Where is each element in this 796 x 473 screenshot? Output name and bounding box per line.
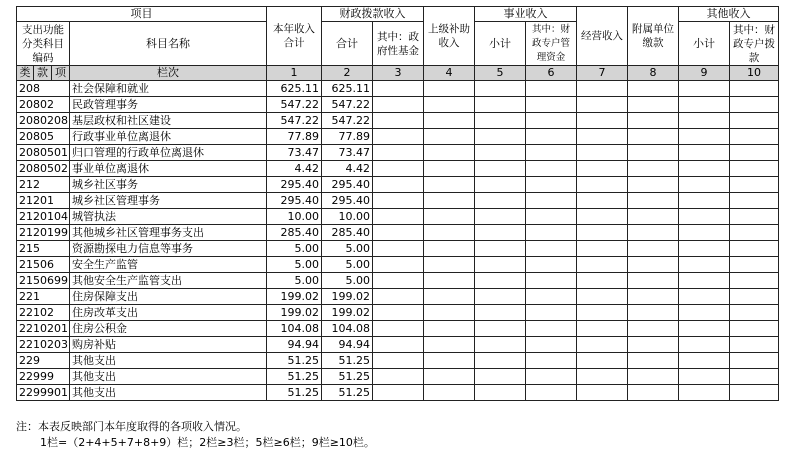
row-empty-cell <box>424 321 475 337</box>
row-empty-cell <box>628 241 679 257</box>
row-heji: 104.08 <box>322 321 373 337</box>
table-row <box>17 305 779 321</box>
row-heji: 5.00 <box>322 241 373 257</box>
table-row <box>17 257 779 273</box>
row-empty-cell <box>628 145 679 161</box>
row-empty-cell <box>475 241 526 257</box>
row-empty-cell <box>730 305 779 321</box>
header-fushu: 附属单位缴款 <box>628 7 679 66</box>
row-empty-cell <box>373 129 424 145</box>
row-empty-cell <box>526 113 577 129</box>
header-lanci: 栏次 <box>70 66 267 81</box>
row-name: 行政事业单位离退休 <box>70 129 267 145</box>
table-row <box>17 321 779 337</box>
row-empty-cell <box>475 97 526 113</box>
row-total: 285.40 <box>267 225 322 241</box>
row-empty-cell <box>730 321 779 337</box>
row-empty-cell <box>373 369 424 385</box>
row-empty-cell <box>373 305 424 321</box>
row-code: 2080502 <box>17 161 70 177</box>
row-name: 住房公积金 <box>70 321 267 337</box>
row-total: 5.00 <box>267 273 322 289</box>
table-row <box>17 385 779 401</box>
row-empty-cell <box>526 321 577 337</box>
row-code: 229 <box>17 353 70 369</box>
row-code: 221 <box>17 289 70 305</box>
row-empty-cell <box>628 129 679 145</box>
row-empty-cell <box>628 257 679 273</box>
row-empty-cell <box>628 209 679 225</box>
header-xiaoji: 小计 <box>475 22 526 66</box>
row-empty-cell <box>679 305 730 321</box>
row-empty-cell <box>577 273 628 289</box>
row-empty-cell <box>526 385 577 401</box>
header-kuan: 款 <box>34 66 52 81</box>
row-empty-cell <box>526 225 577 241</box>
row-empty-cell <box>475 193 526 209</box>
row-empty-cell <box>730 369 779 385</box>
row-empty-cell <box>475 161 526 177</box>
row-empty-cell <box>424 273 475 289</box>
row-empty-cell <box>679 81 730 97</box>
row-empty-cell <box>475 369 526 385</box>
row-total: 295.40 <box>267 193 322 209</box>
row-name: 其他安全生产监管支出 <box>70 273 267 289</box>
row-empty-cell <box>679 273 730 289</box>
row-empty-cell <box>373 177 424 193</box>
row-heji: 4.42 <box>322 161 373 177</box>
row-empty-cell <box>628 337 679 353</box>
row-empty-cell <box>628 225 679 241</box>
row-code: 2210201 <box>17 321 70 337</box>
row-heji: 51.25 <box>322 353 373 369</box>
row-empty-cell <box>679 369 730 385</box>
row-empty-cell <box>577 289 628 305</box>
row-empty-cell <box>475 273 526 289</box>
row-empty-cell <box>475 209 526 225</box>
row-empty-cell <box>730 81 779 97</box>
row-empty-cell <box>730 273 779 289</box>
row-empty-cell <box>424 353 475 369</box>
row-total: 104.08 <box>267 321 322 337</box>
header-gongneng-code: 支出功能分类科目编码 <box>17 22 70 66</box>
table-row <box>17 209 779 225</box>
row-total: 73.47 <box>267 145 322 161</box>
col-num-7: 7 <box>577 66 628 81</box>
row-code: 22999 <box>17 369 70 385</box>
row-code: 21201 <box>17 193 70 209</box>
header-qizhong-cz: 其中：财政专户管理资金 <box>526 22 577 66</box>
row-empty-cell <box>628 97 679 113</box>
row-empty-cell <box>475 321 526 337</box>
table-row <box>17 193 779 209</box>
row-empty-cell <box>730 161 779 177</box>
header-lei: 类 <box>17 66 34 81</box>
row-empty-cell <box>373 353 424 369</box>
table-row <box>17 129 779 145</box>
row-empty-cell <box>577 225 628 241</box>
row-empty-cell <box>475 177 526 193</box>
row-empty-cell <box>424 193 475 209</box>
row-total: 625.11 <box>267 81 322 97</box>
row-name: 社会保障和就业 <box>70 81 267 97</box>
header-caizheng: 财政拨款收入 <box>322 7 424 22</box>
row-empty-cell <box>373 97 424 113</box>
row-heji: 199.02 <box>322 289 373 305</box>
row-empty-cell <box>628 273 679 289</box>
row-name: 其他支出 <box>70 385 267 401</box>
row-empty-cell <box>475 113 526 129</box>
row-empty-cell <box>373 145 424 161</box>
row-empty-cell <box>475 305 526 321</box>
table-row <box>17 337 779 353</box>
row-empty-cell <box>577 369 628 385</box>
row-empty-cell <box>475 145 526 161</box>
row-heji: 73.47 <box>322 145 373 161</box>
row-empty-cell <box>730 241 779 257</box>
row-empty-cell <box>475 337 526 353</box>
row-code: 2150699 <box>17 273 70 289</box>
row-empty-cell <box>373 385 424 401</box>
row-empty-cell <box>577 209 628 225</box>
table-body <box>17 81 779 401</box>
row-empty-cell <box>730 353 779 369</box>
table-row <box>17 353 779 369</box>
row-name: 其他支出 <box>70 353 267 369</box>
header-xiaoji2: 小计 <box>679 22 730 66</box>
row-empty-cell <box>577 385 628 401</box>
header-kemu-name: 科目名称 <box>70 22 267 66</box>
row-empty-cell <box>526 129 577 145</box>
row-empty-cell <box>577 193 628 209</box>
row-code: 22102 <box>17 305 70 321</box>
row-empty-cell <box>577 305 628 321</box>
row-code: 20802 <box>17 97 70 113</box>
row-name: 民政管理事务 <box>70 97 267 113</box>
row-empty-cell <box>628 385 679 401</box>
row-empty-cell <box>730 225 779 241</box>
row-code: 20805 <box>17 129 70 145</box>
col-num-5: 5 <box>475 66 526 81</box>
row-empty-cell <box>475 81 526 97</box>
row-empty-cell <box>679 353 730 369</box>
row-empty-cell <box>424 385 475 401</box>
row-heji: 5.00 <box>322 273 373 289</box>
row-empty-cell <box>679 209 730 225</box>
row-empty-cell <box>424 145 475 161</box>
row-empty-cell <box>373 209 424 225</box>
table-row <box>17 273 779 289</box>
row-heji: 547.22 <box>322 113 373 129</box>
table-row <box>17 161 779 177</box>
row-empty-cell <box>730 257 779 273</box>
row-empty-cell <box>577 97 628 113</box>
row-heji: 10.00 <box>322 209 373 225</box>
row-name: 城乡社区事务 <box>70 177 267 193</box>
row-empty-cell <box>475 129 526 145</box>
col-num-4: 4 <box>424 66 475 81</box>
row-empty-cell <box>730 289 779 305</box>
income-table <box>16 6 779 401</box>
header-bennian: 本年收入合计 <box>267 7 322 66</box>
row-empty-cell <box>373 241 424 257</box>
row-empty-cell <box>526 177 577 193</box>
row-empty-cell <box>526 209 577 225</box>
col-num-1: 1 <box>267 66 322 81</box>
table-row <box>17 145 779 161</box>
row-empty-cell <box>526 273 577 289</box>
row-empty-cell <box>679 321 730 337</box>
row-code: 2299901 <box>17 385 70 401</box>
row-empty-cell <box>577 321 628 337</box>
row-empty-cell <box>679 385 730 401</box>
row-name: 住房保障支出 <box>70 289 267 305</box>
row-empty-cell <box>373 225 424 241</box>
row-empty-cell <box>679 177 730 193</box>
row-empty-cell <box>730 385 779 401</box>
row-empty-cell <box>424 97 475 113</box>
table-row <box>17 289 779 305</box>
col-num-8: 8 <box>628 66 679 81</box>
col-num-9: 9 <box>679 66 730 81</box>
row-empty-cell <box>373 337 424 353</box>
row-empty-cell <box>679 113 730 129</box>
row-empty-cell <box>424 161 475 177</box>
row-total: 547.22 <box>267 113 322 129</box>
row-code: 2080208 <box>17 113 70 129</box>
row-empty-cell <box>577 353 628 369</box>
row-heji: 625.11 <box>322 81 373 97</box>
row-empty-cell <box>679 193 730 209</box>
row-code: 21506 <box>17 257 70 273</box>
row-code: 212 <box>17 177 70 193</box>
table-row <box>17 113 779 129</box>
row-empty-cell <box>373 321 424 337</box>
row-empty-cell <box>730 177 779 193</box>
row-empty-cell <box>628 161 679 177</box>
row-total: 77.89 <box>267 129 322 145</box>
row-empty-cell <box>373 81 424 97</box>
row-empty-cell <box>679 257 730 273</box>
row-heji: 51.25 <box>322 369 373 385</box>
row-name: 事业单位离退休 <box>70 161 267 177</box>
row-heji: 77.89 <box>322 129 373 145</box>
row-empty-cell <box>526 161 577 177</box>
row-code: 2080501 <box>17 145 70 161</box>
row-empty-cell <box>424 337 475 353</box>
row-empty-cell <box>730 145 779 161</box>
row-name: 其他城乡社区管理事务支出 <box>70 225 267 241</box>
table-row <box>17 369 779 385</box>
row-empty-cell <box>373 161 424 177</box>
row-empty-cell <box>730 97 779 113</box>
row-empty-cell <box>424 209 475 225</box>
row-empty-cell <box>628 305 679 321</box>
row-heji: 285.40 <box>322 225 373 241</box>
row-heji: 5.00 <box>322 257 373 273</box>
row-empty-cell <box>577 81 628 97</box>
header-qizhong-zf: 其中：政府性基金 <box>373 22 424 66</box>
income-table-container <box>16 6 778 401</box>
row-total: 295.40 <box>267 177 322 193</box>
row-empty-cell <box>373 257 424 273</box>
header-xiangmu: 项目 <box>17 7 267 22</box>
row-empty-cell <box>424 289 475 305</box>
row-empty-cell <box>424 177 475 193</box>
table-row <box>17 177 779 193</box>
row-heji: 51.25 <box>322 385 373 401</box>
row-empty-cell <box>628 81 679 97</box>
row-empty-cell <box>628 177 679 193</box>
row-total: 199.02 <box>267 289 322 305</box>
row-total: 4.42 <box>267 161 322 177</box>
header-xiang: 项 <box>52 66 70 81</box>
row-empty-cell <box>475 257 526 273</box>
row-code: 2210203 <box>17 337 70 353</box>
header-shiye: 事业收入 <box>475 7 577 22</box>
row-empty-cell <box>628 113 679 129</box>
row-heji: 199.02 <box>322 305 373 321</box>
row-name: 购房补贴 <box>70 337 267 353</box>
row-total: 51.25 <box>267 385 322 401</box>
row-heji: 295.40 <box>322 177 373 193</box>
row-name: 城乡社区管理事务 <box>70 193 267 209</box>
table-row <box>17 225 779 241</box>
row-total: 51.25 <box>267 369 322 385</box>
row-empty-cell <box>628 289 679 305</box>
row-empty-cell <box>577 257 628 273</box>
row-name: 归口管理的行政单位离退休 <box>70 145 267 161</box>
row-empty-cell <box>628 369 679 385</box>
header-shangji: 上级补助收入 <box>424 7 475 66</box>
row-empty-cell <box>424 369 475 385</box>
row-empty-cell <box>679 129 730 145</box>
row-empty-cell <box>424 241 475 257</box>
table-row <box>17 97 779 113</box>
row-empty-cell <box>577 337 628 353</box>
row-empty-cell <box>424 257 475 273</box>
row-empty-cell <box>679 145 730 161</box>
header-jingying: 经营收入 <box>577 7 628 66</box>
row-name: 住房改革支出 <box>70 305 267 321</box>
row-empty-cell <box>373 193 424 209</box>
row-empty-cell <box>526 193 577 209</box>
col-num-10: 10 <box>730 66 779 81</box>
row-code: 2120199 <box>17 225 70 241</box>
row-empty-cell <box>679 289 730 305</box>
col-num-3: 3 <box>373 66 424 81</box>
row-total: 94.94 <box>267 337 322 353</box>
row-empty-cell <box>526 305 577 321</box>
row-code: 215 <box>17 241 70 257</box>
row-empty-cell <box>526 257 577 273</box>
row-name: 安全生产监管 <box>70 257 267 273</box>
row-empty-cell <box>679 97 730 113</box>
row-empty-cell <box>577 113 628 129</box>
row-total: 199.02 <box>267 305 322 321</box>
row-empty-cell <box>424 81 475 97</box>
row-empty-cell <box>730 113 779 129</box>
row-empty-cell <box>628 193 679 209</box>
row-name: 基层政权和社区建设 <box>70 113 267 129</box>
row-empty-cell <box>373 113 424 129</box>
row-total: 5.00 <box>267 257 322 273</box>
row-empty-cell <box>526 337 577 353</box>
header-qizhong-cz2: 其中：财政专户拨款 <box>730 22 779 66</box>
row-empty-cell <box>424 305 475 321</box>
note-line-1: 注：本表反映部门本年度取得的各项收入情况。 <box>16 420 247 433</box>
row-empty-cell <box>730 193 779 209</box>
row-code: 2120104 <box>17 209 70 225</box>
row-empty-cell <box>475 353 526 369</box>
header-heji: 合计 <box>322 22 373 66</box>
col-num-6: 6 <box>526 66 577 81</box>
row-empty-cell <box>577 241 628 257</box>
row-empty-cell <box>679 241 730 257</box>
row-heji: 295.40 <box>322 193 373 209</box>
table-row <box>17 241 779 257</box>
note-line-2: 1栏=（2+4+5+7+8+9）栏；2栏≥3栏；5栏≥6栏；9栏≥10栏。 <box>40 436 375 449</box>
row-empty-cell <box>730 129 779 145</box>
row-empty-cell <box>577 129 628 145</box>
row-empty-cell <box>577 161 628 177</box>
row-code: 208 <box>17 81 70 97</box>
row-empty-cell <box>526 369 577 385</box>
row-empty-cell <box>730 337 779 353</box>
row-name: 其他支出 <box>70 369 267 385</box>
row-empty-cell <box>424 129 475 145</box>
row-heji: 94.94 <box>322 337 373 353</box>
row-empty-cell <box>475 225 526 241</box>
row-heji: 547.22 <box>322 97 373 113</box>
row-empty-cell <box>526 81 577 97</box>
row-empty-cell <box>526 145 577 161</box>
row-empty-cell <box>628 353 679 369</box>
row-empty-cell <box>526 97 577 113</box>
row-empty-cell <box>628 321 679 337</box>
row-total: 51.25 <box>267 353 322 369</box>
row-empty-cell <box>526 241 577 257</box>
row-empty-cell <box>577 145 628 161</box>
row-empty-cell <box>679 337 730 353</box>
row-total: 10.00 <box>267 209 322 225</box>
row-empty-cell <box>475 385 526 401</box>
row-empty-cell <box>373 273 424 289</box>
row-total: 547.22 <box>267 97 322 113</box>
row-empty-cell <box>730 209 779 225</box>
row-empty-cell <box>679 225 730 241</box>
row-name: 城管执法 <box>70 209 267 225</box>
table-row <box>17 81 779 97</box>
col-num-2: 2 <box>322 66 373 81</box>
row-empty-cell <box>475 289 526 305</box>
row-total: 5.00 <box>267 241 322 257</box>
row-empty-cell <box>424 113 475 129</box>
row-empty-cell <box>373 289 424 305</box>
row-empty-cell <box>577 177 628 193</box>
row-empty-cell <box>526 353 577 369</box>
row-empty-cell <box>679 161 730 177</box>
row-empty-cell <box>526 289 577 305</box>
row-name: 资源勘探电力信息等事务 <box>70 241 267 257</box>
header-qita: 其他收入 <box>679 7 779 22</box>
row-empty-cell <box>424 225 475 241</box>
